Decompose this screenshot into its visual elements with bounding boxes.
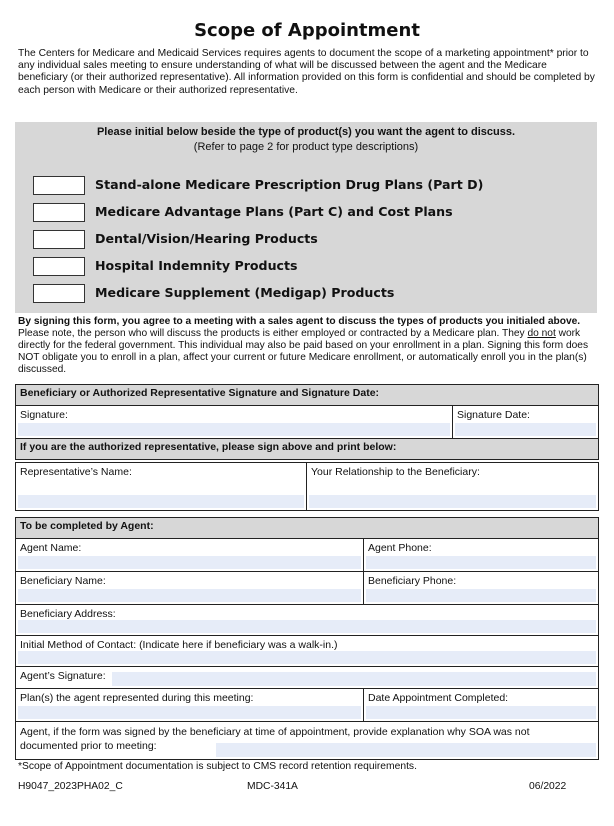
- agent-table: [15, 517, 599, 760]
- product-selection-panel: [15, 122, 597, 313]
- product-panel-heading: Please initial below beside the type of product(s) you want the agent to discuss.: [96, 126, 516, 138]
- agent-signature-input[interactable]: [112, 672, 596, 686]
- beneficiary-phone-input[interactable]: [366, 589, 596, 602]
- contact-method-input[interactable]: [18, 651, 596, 664]
- plans-represented-input[interactable]: [18, 706, 361, 719]
- signature-input[interactable]: [18, 423, 450, 436]
- beneficiary-phone-label: Beneficiary Phone:: [368, 575, 457, 587]
- soa-explanation-field[interactable]: [16, 722, 599, 760]
- initial-box-medigap[interactable]: [33, 284, 85, 303]
- form-code: H9047_2023PHA02_C: [18, 781, 123, 792]
- beneficiary-address-label: Beneficiary Address:: [20, 608, 116, 620]
- product-label: Dental/Vision/Hearing Products: [95, 231, 318, 246]
- representative-name-input[interactable]: [18, 495, 304, 508]
- relationship-input[interactable]: [309, 495, 596, 508]
- form-date: 06/2022: [529, 781, 567, 792]
- signature-date-field[interactable]: [453, 406, 599, 439]
- agent-name-input[interactable]: [18, 556, 361, 569]
- representative-table: [15, 462, 599, 511]
- product-panel-subheading: (Refer to page 2 for product type descriptions): [193, 141, 419, 153]
- representative-name-field[interactable]: [16, 463, 307, 511]
- plans-represented-label: Plan(s) the agent represented during this meeting:: [20, 692, 254, 704]
- product-label: Medicare Supplement (Medigap) Products: [95, 285, 395, 300]
- representative-name-label: Representative’s Name:: [20, 466, 132, 478]
- agent-signature-label: Agent’s Signature:: [20, 670, 106, 682]
- product-label: Medicare Advantage Plans (Part C) and Cost Plans: [95, 204, 453, 219]
- notice-text-continued: work directly for the federal government. This individual may also be paid based on your enrollment in a plan. Signing this form does NOT obligate you to enroll in a plan, affect your current or future Medicare enrollment, or automatically enroll you in the plan(s) discussed.: [18, 328, 589, 375]
- relationship-field[interactable]: [307, 463, 599, 511]
- agent-name-field[interactable]: [16, 539, 364, 572]
- signature-field[interactable]: [16, 406, 453, 439]
- signature-date-input[interactable]: [455, 423, 596, 436]
- page-title: Scope of Appointment: [194, 20, 420, 41]
- date-completed-input[interactable]: [366, 706, 596, 719]
- beneficiary-phone-field[interactable]: [364, 572, 599, 605]
- signature-label: Signature:: [20, 409, 68, 421]
- initial-box-part-d[interactable]: [33, 176, 85, 195]
- signature-date-label: Signature Date:: [457, 409, 530, 421]
- beneficiary-name-label: Beneficiary Name:: [20, 575, 106, 587]
- agent-name-label: Agent Name:: [20, 542, 82, 554]
- agent-phone-label: Agent Phone:: [368, 542, 432, 554]
- agent-phone-input[interactable]: [366, 556, 596, 569]
- form-number: MDC-341A: [247, 781, 298, 792]
- notice-underlined-text: do not: [527, 328, 556, 339]
- signing-notice: [18, 316, 600, 376]
- agent-signature-field[interactable]: [16, 667, 599, 689]
- notice-text: Please note, the person who will discuss the products is either employed or contracted by a Medicare plan. They: [18, 328, 528, 339]
- beneficiary-name-input[interactable]: [18, 589, 361, 602]
- soa-explanation-label: Agent, if the form was signed by the beneficiary at time of appointment, provide explanation why SOA was not documented prior to meeting:: [20, 726, 530, 752]
- representative-header: If you are the authorized representative, please sign above and print below:: [16, 439, 599, 460]
- contact-method-field[interactable]: [16, 636, 599, 667]
- date-completed-label: Date Appointment Completed:: [368, 692, 509, 704]
- initial-box-dental-vision-hearing[interactable]: [33, 230, 85, 249]
- intro-paragraph: The Centers for Medicare and Medicaid Services requires agents to document the scope of a marketing appointment* prior to any individual sales meeting to ensure understanding of what will be discussed between the agent and the Medicare beneficiary (or their authorized representative). All information provided on this form is confidential and should be completed by each person with Medicare or their authorized representative.: [18, 48, 595, 96]
- beneficiary-signature-table: [15, 384, 599, 460]
- beneficiary-section-header: Beneficiary or Authorized Representative Signature and Signature Date:: [16, 385, 599, 406]
- initial-box-part-c[interactable]: [33, 203, 85, 222]
- beneficiary-address-field[interactable]: [16, 605, 599, 636]
- initial-box-hospital-indemnity[interactable]: [33, 257, 85, 276]
- product-label: Hospital Indemnity Products: [95, 258, 298, 273]
- relationship-label: Your Relationship to the Beneficiary:: [311, 466, 480, 478]
- product-label: Stand-alone Medicare Prescription Drug Plans (Part D): [95, 177, 484, 192]
- agent-phone-field[interactable]: [364, 539, 599, 572]
- date-completed-field[interactable]: [364, 689, 599, 722]
- soa-explanation-input[interactable]: [216, 743, 596, 757]
- plans-represented-field[interactable]: [16, 689, 364, 722]
- beneficiary-name-field[interactable]: [16, 572, 364, 605]
- agent-section-header: To be completed by Agent:: [16, 518, 599, 539]
- footnote: *Scope of Appointment documentation is subject to CMS record retention requirements.: [18, 761, 417, 772]
- contact-method-label: Initial Method of Contact: (Indicate here if beneficiary was a walk-in.): [20, 639, 338, 651]
- notice-bold-text: By signing this form, you agree to a meeting with a sales agent to discuss the types of products you initialed above.: [18, 316, 581, 327]
- beneficiary-address-input[interactable]: [18, 620, 596, 633]
